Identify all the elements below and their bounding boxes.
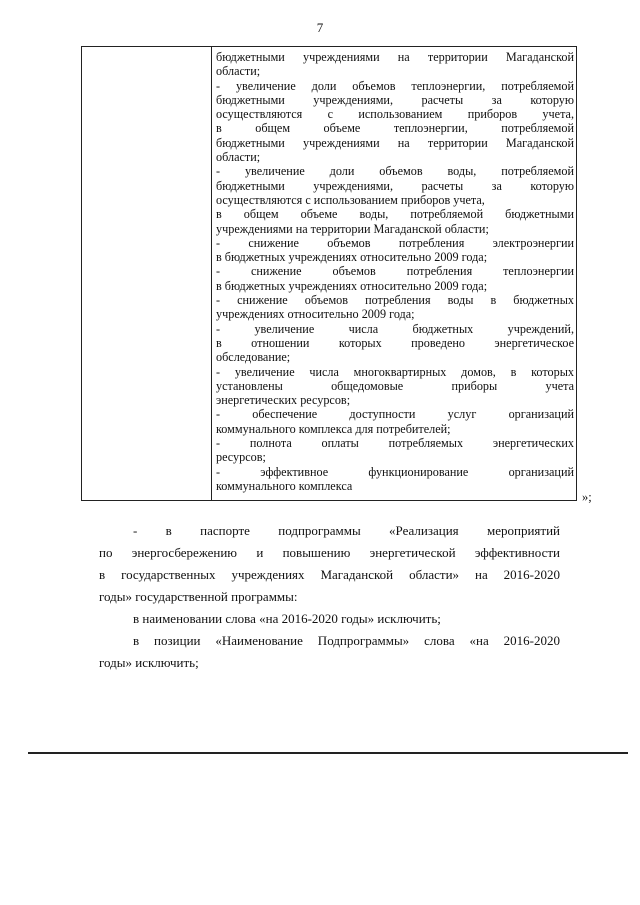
table-text-line: бюджетными учреждениями на территории Магаданской — [216, 50, 574, 64]
table-text-line: - увеличение доли объемов воды, потребляемой — [216, 164, 574, 179]
table-text-line: учреждениях относительно 2009 года; — [216, 307, 415, 322]
table-text-line: области; — [216, 150, 261, 165]
table-text-line: области; — [216, 64, 261, 79]
table-text-line: осуществляются с использованием приборов учета, — [216, 192, 485, 207]
table-text-line: - полнота оплаты потребляемых энергетических — [216, 436, 574, 451]
paragraph-line: годы» исключить; — [99, 655, 199, 670]
closing-quote: »; — [582, 490, 592, 504]
table-text-line: коммунального комплекса для потребителей; — [216, 421, 451, 436]
table-left-cell — [82, 47, 212, 500]
table-text-line: в бюджетных учреждениях относительно 2009 года; — [216, 250, 488, 265]
table-text-line: - обеспечение доступности услуг организаций — [216, 407, 574, 422]
table-text-line: в общем объеме теплоэнергии, потребляемой — [216, 121, 574, 136]
table-text-line: ресурсов; — [216, 450, 266, 465]
table-right-cell — [216, 50, 574, 493]
table-text-line: - эффективное функционирование организаций — [216, 464, 574, 479]
table-text-line: осуществляются с использованием приборов учета, — [216, 107, 574, 122]
table-text-line: в бюджетных учреждениях относительно 2009 года; — [216, 278, 488, 293]
table-text-line: учреждениями на территории Магаданской области; — [216, 221, 489, 236]
table-text-line: - снижение объемов потребления электроэнергии — [216, 235, 574, 250]
page-number: 7 — [316, 20, 324, 35]
table-text-line: - увеличение числа бюджетных учреждений, — [216, 321, 574, 336]
table-text-line: обследование; — [216, 350, 291, 365]
paragraph-line: в позиции «Наименование Подпрограммы» слова «на 2016-2020 — [133, 633, 560, 648]
indicators-table — [81, 46, 577, 501]
table-text-line: - снижение объемов потребления воды в бюджетных — [216, 293, 574, 308]
table-text-line: установлены общедомовые приборы учета — [216, 378, 574, 393]
table-text-line: энергетических ресурсов; — [216, 393, 351, 408]
paragraph-line: в государственных учреждениях Магаданской области» на 2016-2020 — [99, 567, 560, 582]
table-text-line: - снижение объемов потребления теплоэнергии — [216, 264, 574, 279]
paragraph-line: годы» государственной программы: — [99, 589, 298, 604]
table-text-line: бюджетными учреждениями, расчеты за которую — [216, 178, 574, 193]
paragraph-line: в наименовании слова «на 2016-2020 годы» исключить; — [133, 611, 441, 626]
table-text-line: коммунального комплекса — [216, 478, 353, 493]
paragraph-line: по энергосбережению и повышению энергетической эффективности — [99, 545, 560, 560]
table-text-line: - увеличение доли объемов теплоэнергии, потребляемой — [216, 78, 574, 93]
footer-rule — [28, 752, 628, 754]
table-text-line: в отношении которых проведено энергетическое — [216, 335, 574, 350]
table-text-line: бюджетными учреждениями, расчеты за которую — [216, 92, 574, 107]
table-text-line: - увеличение числа многоквартирных домов, в которых — [216, 364, 574, 379]
paragraph-line: - в паспорте подпрограммы «Реализация мероприятий — [133, 523, 560, 538]
table-text-line: в общем объеме воды, потребляемой бюджетными — [216, 207, 574, 222]
table-text-line: бюджетными учреждениями на территории Магаданской — [216, 135, 574, 150]
